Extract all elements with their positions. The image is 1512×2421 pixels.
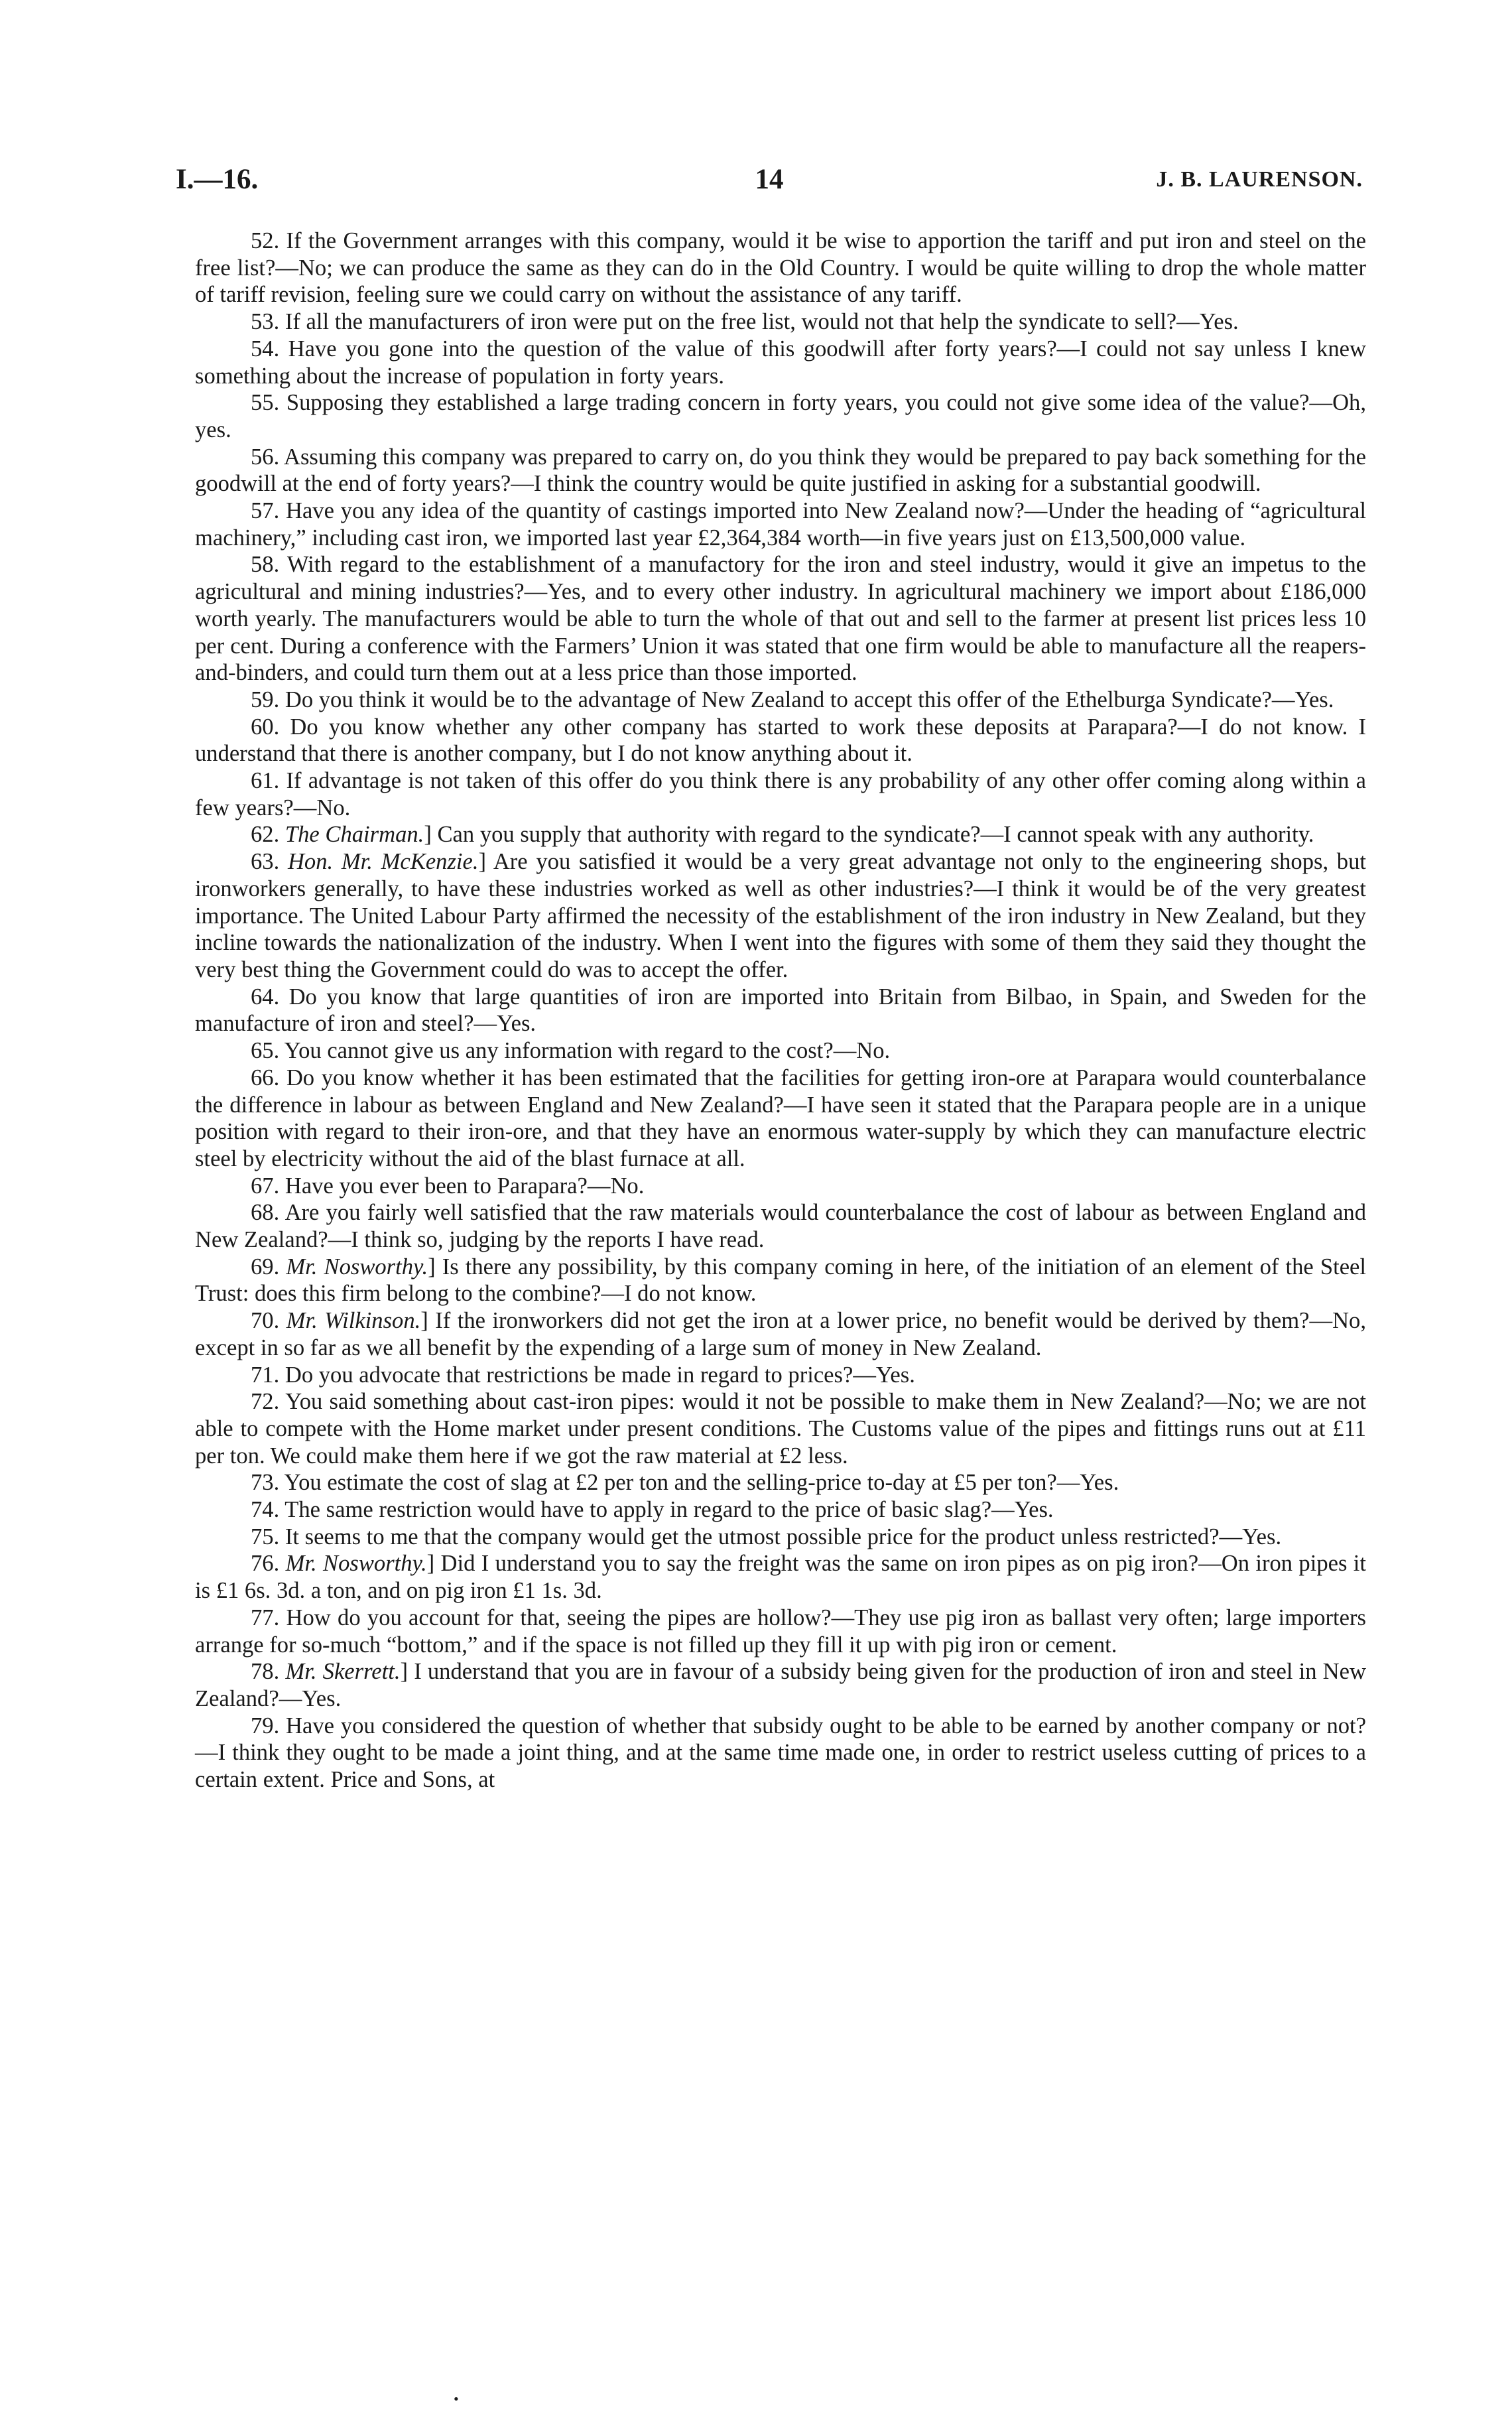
speaker-name: Mr. Skerrett. xyxy=(285,1659,401,1685)
paragraph-54: 54. Have you gone into the question of the value of this goodwill after forty years?—I could not say unless I knew something about the increase of population in forty years. xyxy=(195,336,1366,389)
witness-name: J. B. LAURENSON. xyxy=(1156,167,1363,192)
paragraph-67: 67. Have you ever been to Parapara?—No. xyxy=(251,1173,645,1199)
page-header xyxy=(176,163,1363,203)
page-number: 14 xyxy=(755,164,784,195)
paragraph-56: 56. Assuming this company was prepared to carry on, do you think they would be prepared to pay back something for the goodwill at the end of forty years?—I think the country would be quite justified in asking for a substantial goodwill. xyxy=(195,444,1366,497)
paragraph-76: 76. Mr. Nosworthy.] Did I understand you to say the freight was the same on iron pipes as on pig iron?—On iron pipes it is £1 6s. 3d. a ton, and on pig iron £1 1s. 3d. xyxy=(195,1551,1366,1604)
speaker-name: The Chairman. xyxy=(284,822,424,848)
footer-ink-mark: • xyxy=(454,2390,459,2407)
paragraph-66: 66. Do you know whether it has been estimated that the facilities for getting iron-ore at Parapara would counterbalance the difference in labour as between England and New Zealand?—I have seen it stated that the Parapara people are in a unique position with regard to their iron-ore, and that they have an enormous water-supply by which they can manufacture electric steel by electricity without the aid of the blast furnace at all. xyxy=(195,1065,1366,1171)
paragraph-69: 69. Mr. Nosworthy.] Is there any possibility, by this company coming in here, of the initiation of an element of the Steel Trust: does this firm belong to the combine?—I do not know. xyxy=(195,1254,1366,1307)
paragraph-57: 57. Have you any idea of the quantity of castings imported into New Zealand now?—Under the heading of “agricultural machinery,” including cast iron, we imported last year £2,364,384 worth—in five years just on £13,500,000 value. xyxy=(195,498,1366,551)
paragraph-73: 73. You estimate the cost of slag at £2 per ton and the selling-price to-day at £5 per ton?—Yes. xyxy=(251,1470,1119,1496)
speaker-name: Mr. Nosworthy. xyxy=(286,1254,428,1279)
speaker-name: Mr. Wilkinson. xyxy=(286,1308,421,1334)
paragraph-55: 55. Supposing they established a large trading concern in forty years, you could not give some idea of the value?—Oh, yes. xyxy=(195,390,1366,442)
paragraph-59: 59. Do you think it would be to the advantage of New Zealand to accept this offer of the Ethelburga Syndicate?—Yes. xyxy=(251,687,1334,712)
paragraph-74: 74. The same restriction would have to apply in regard to the price of basic slag?—Yes. xyxy=(251,1497,1054,1523)
paragraph-58: 58. With regard to the establishment of a manufactory for the iron and steel industry, would it give an impetus to the agricultural and mining industries?—Yes, and to every other industry. In agricultural machinery we import about £186,000 worth yearly. The manufacturers would be able to turn the whole of that out and sell to the farmer at present list prices less 10 per cent. During a conference with the Farmers’ Union it was stated that one firm would be able to manufacture all the reapers-and-binders, and could turn them out at a less price than those imported. xyxy=(195,552,1366,686)
paragraph-70: 70. Mr. Wilkinson.] If the ironworkers did not get the iron at a lower price, no benefit would be derived by them?—No, except in so far as we all benefit by the expending of a large sum of money in New Zealand. xyxy=(195,1308,1366,1360)
document-reference: I.—16. xyxy=(176,164,259,195)
paragraph-77: 77. How do you account for that, seeing the pipes are hollow?—They use pig iron as ballast very often; large importers arrange for so-much “bottom,” and if the space is not filled up they fill it up with pig iron or cement. xyxy=(195,1604,1366,1658)
paragraph-62: 62. The Chairman.] Can you supply that authority with regard to the syndicate?—I cannot speak with any authority. xyxy=(251,822,1314,848)
testimony-body xyxy=(195,228,1366,1794)
paragraph-75: 75. It seems to me that the company would get the utmost possible price for the product unless restricted?—Yes. xyxy=(251,1524,1282,1549)
paragraph-79: 79. Have you considered the question of whether that subsidy ought to be able to be earned by another company or not?—I think they ought to be made a joint thing, and at the same time made one, in order to restrict useless cutting of prices to a certain extent. Price and Sons, at xyxy=(195,1713,1366,1793)
paragraph-53: 53. If all the manufacturers of iron were put on the free list, would not that help the syndicate to sell?—Yes. xyxy=(251,309,1239,335)
paragraph-71: 71. Do you advocate that restrictions be made in regard to prices?—Yes. xyxy=(251,1362,915,1388)
paragraph-72: 72. You said something about cast-iron pipes: would it not be possible to make them in New Zealand?—No; we are not able to compete with the Home market under present conditions. The Customs value of the pipes and fittings runs out at £11 per ton. We could make them here if we got the raw material at £2 less. xyxy=(195,1389,1366,1469)
paragraph-68: 68. Are you fairly well satisfied that the raw materials would counterbalance the cost of labour as between England and New Zealand?—I think so, judging by the reports I have read. xyxy=(195,1200,1366,1253)
paragraph-63: 63. Hon. Mr. McKenzie.] Are you satisfied it would be a very great advantage not only to the engineering shops, but ironworkers generally, to have these industries worked as well as other industries?—I think it would be of the very greatest importance. The United Labour Party affirmed the necessity of the establishment of the iron industry in New Zealand, but they incline towards the nationalization of the industry. When I went into the figures with some of them they said they thought the very best thing the Government could do was to accept the offer. xyxy=(195,849,1366,982)
paragraph-64: 64. Do you know that large quantities of iron are imported into Britain from Bilbao, in Spain, and Sweden for the manufacture of iron and steel?—Yes. xyxy=(195,984,1366,1037)
speaker-name: Mr. Nosworthy. xyxy=(285,1551,427,1577)
paragraph-52: 52. If the Government arranges with this company, would it be wise to apportion the tariff and put iron and steel on the free list?—No; we can produce the same as they can do in the Old Country. I would be quite willing to drop the whole matter of tariff revision, feeling sure we could carry on without the assistance of any tariff. xyxy=(195,228,1366,308)
paragraph-65: 65. You cannot give us any information with regard to the cost?—No. xyxy=(251,1038,891,1064)
paragraph-60: 60. Do you know whether any other company has started to work these deposits at Parapara?—I do not know. I understand that there is another company, but I do not know anything about it. xyxy=(195,714,1366,767)
paragraph-78: 78. Mr. Skerrett.] I understand that you are in favour of a subsidy being given for the production of iron and steel in New Zealand?—Yes. xyxy=(195,1659,1366,1711)
paragraph-61: 61. If advantage is not taken of this offer do you think there is any probability of any other offer coming along within a few years?—No. xyxy=(195,768,1366,820)
speaker-name: Hon. Mr. McKenzie. xyxy=(287,849,479,875)
